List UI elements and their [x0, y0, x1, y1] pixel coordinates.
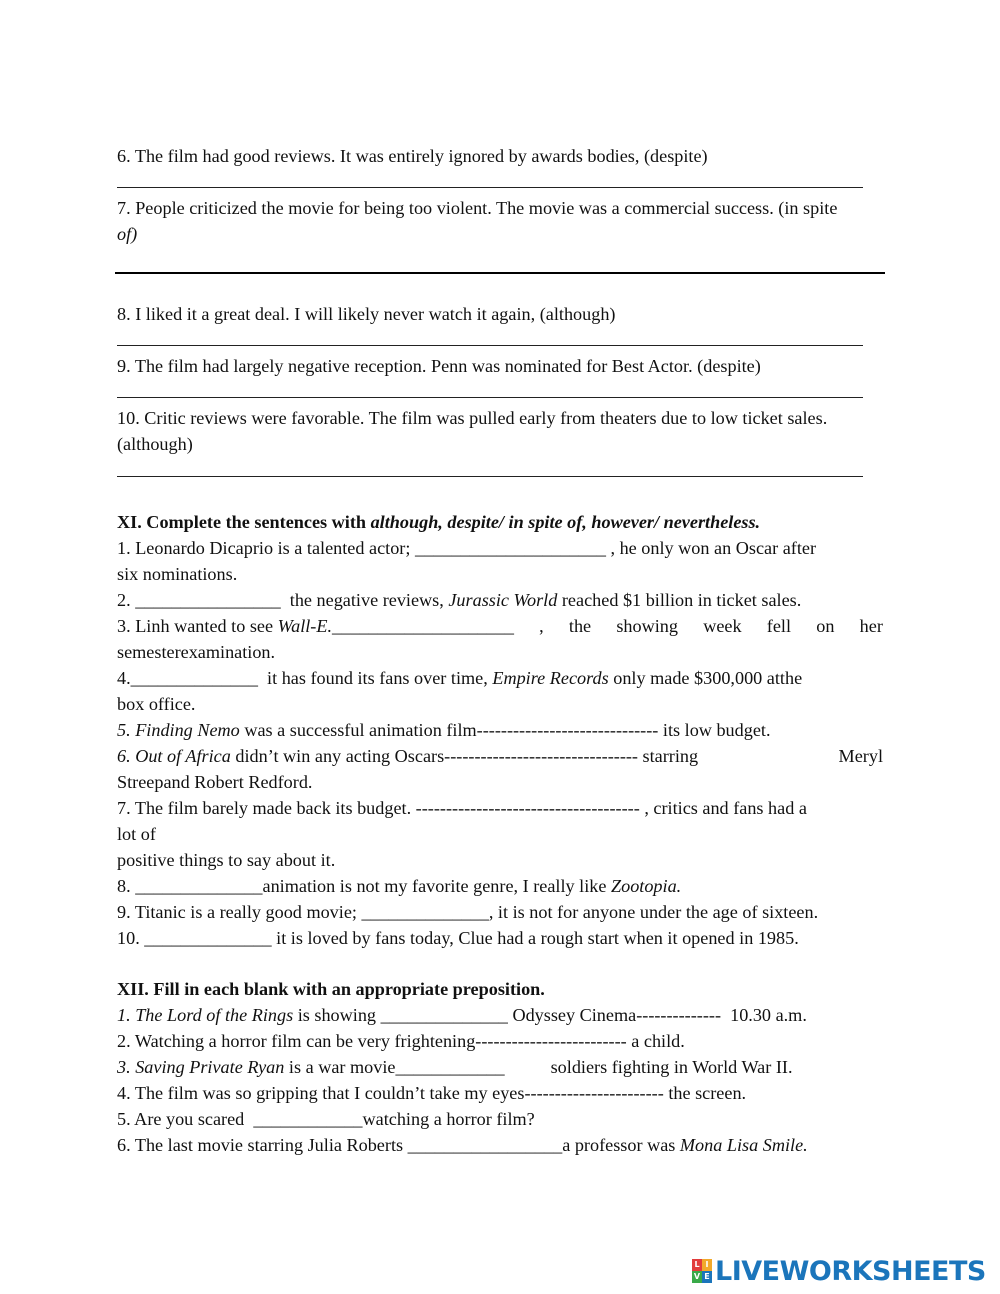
xii-blank-4[interactable]: -----------------------: [524, 1083, 664, 1103]
xii-sentence-4: 4. The film was so gripping that I couldn’t take my eyes----------------------- the screen.: [117, 1083, 747, 1103]
xi-sentence-8: 8. ______________animation is not my favorite genre, I really like Zootopia.: [117, 876, 682, 896]
xi-sentence-1-cont: six nominations.: [117, 564, 238, 584]
xi-blank-7[interactable]: -------------------------------------: [415, 798, 640, 818]
answer-line-6[interactable]: [117, 187, 863, 188]
section-xi-heading: XI. Complete the sentences with although, despite/ in spite of, however/ nevertheless.: [117, 512, 761, 532]
xi-sentence-5: 5. Finding Nemo was a successful animation film------------------------------ its low budget.: [117, 720, 771, 740]
xi-blank-2[interactable]: ________________: [135, 590, 281, 610]
xi-blank-9[interactable]: ______________: [361, 902, 489, 922]
exercise-x-6: 6. The film had good reviews. It was entirely ignored by awards bodies, (despite): [117, 146, 708, 166]
xii-blank-3[interactable]: ____________: [395, 1057, 505, 1077]
xii-blank-2[interactable]: -------------------------: [475, 1031, 627, 1051]
xi-sentence-9: 9. Titanic is a really good movie; ______________, it is not for anyone under the age of sixteen.: [117, 902, 819, 922]
exercise-x-9: 9. The film had largely negative reception. Penn was nominated for Best Actor. (despite): [117, 356, 761, 376]
xi-sentence-4: 4.______________ it has found its fans over time, Empire Records only made $300,000 atthe: [117, 668, 803, 688]
answer-line-7[interactable]: [115, 272, 885, 274]
exercise-x-7: 7. People criticized the movie for being too violent. The movie was a commercial success. (in spite: [117, 198, 838, 218]
xii-sentence-6: 6. The last movie starring Julia Roberts _________________a professor was Mona Lisa Smile.: [117, 1135, 808, 1155]
xii-sentence-2: 2. Watching a horror film can be very frightening------------------------- a child.: [117, 1031, 685, 1051]
logo-badge-icon: L I V E: [692, 1259, 712, 1283]
xi-sentence-6: 6. Out of Africa didn’t win any acting Oscars-------------------------------- starring Meryl: [117, 746, 883, 766]
exercise-x-8: 8. I liked it a great deal. I will likely never watch it again, (although): [117, 304, 616, 324]
xi-sentence-2: 2. ________________ the negative reviews, Jurassic World reached $1 billion in ticket sales.: [117, 590, 802, 610]
xii-blank-5[interactable]: ____________: [253, 1109, 363, 1129]
xi-blank-8[interactable]: ______________: [135, 876, 263, 896]
xi-sentence-1: 1. Leonardo Dicaprio is a talented actor; _____________________ , he only won an Oscar after: [117, 538, 817, 558]
xi-sentence-4-cont: box office.: [117, 694, 196, 714]
exercise-x-10-cont: (although): [117, 434, 193, 454]
xi-sentence-10: 10. ______________ it is loved by fans today, Clue had a rough start when it opened in 1985.: [117, 928, 799, 948]
xii-blank-1[interactable]: ______________: [380, 1005, 508, 1025]
xii-sentence-3: 3. Saving Private Ryan is a war movie____________ soldiers fighting in World War II.: [117, 1057, 793, 1077]
xi-sentence-3: 3. Linh wanted to see Wall-E.____________________ , the showing week fell on her: [117, 616, 883, 636]
xi-blank-3[interactable]: ____________________: [332, 616, 514, 636]
liveworksheets-logo: [692, 1257, 986, 1285]
xi-blank-4[interactable]: ______________: [130, 668, 258, 688]
xi-blank-5[interactable]: ------------------------------: [476, 720, 659, 740]
answer-line-9[interactable]: [117, 397, 863, 398]
xii-blank-6[interactable]: _________________: [407, 1135, 563, 1155]
xi-sentence-7-cont: lot of: [117, 824, 156, 844]
xi-blank-1[interactable]: _____________________: [414, 538, 606, 558]
xi-sentence-7: 7. The film barely made back its budget. ------------------------------------- , critics and fans had a: [117, 798, 807, 818]
exercise-x-10: 10. Critic reviews were favorable. The film was pulled early from theaters due to low ticket sales.: [117, 408, 828, 428]
xi-blank-10[interactable]: ______________: [144, 928, 272, 948]
answer-line-8[interactable]: [117, 345, 863, 346]
xii-blank-1b[interactable]: --------------: [636, 1005, 721, 1025]
xi-sentence-6-cont: Streepand Robert Redford.: [117, 772, 313, 792]
xii-sentence-5: 5. Are you scared ____________watching a horror film?: [117, 1109, 535, 1129]
xi-sentence-7-cont2: positive things to say about it.: [117, 850, 336, 870]
exercise-x-7-cont: of): [117, 224, 138, 244]
answer-line-10[interactable]: [117, 476, 863, 477]
logo-text: LIVEWORKSHEETS: [715, 1255, 986, 1287]
xi-sentence-3-cont: semesterexamination.: [117, 642, 276, 662]
xi-blank-6[interactable]: --------------------------------: [444, 746, 638, 766]
section-xii-heading: XII. Fill in each blank with an appropriate preposition.: [117, 979, 545, 999]
xii-sentence-1: 1. The Lord of the Rings is showing ______________ Odyssey Cinema-------------- 10.30 a.m.: [117, 1005, 807, 1025]
